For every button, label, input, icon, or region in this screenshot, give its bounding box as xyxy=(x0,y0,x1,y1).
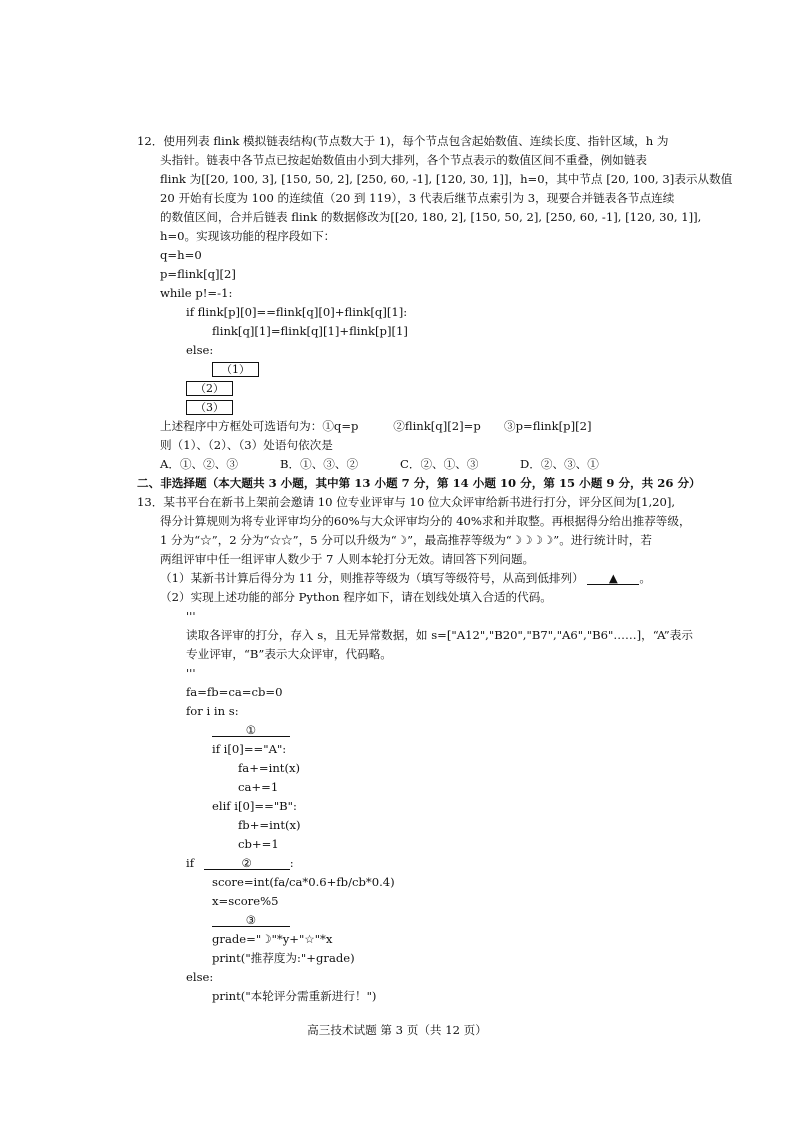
q12-box-3 xyxy=(186,400,233,415)
code-blank-1 xyxy=(212,723,290,737)
code-line: fa+=int(x) xyxy=(238,761,301,775)
q12-code-line: if flink[p][0]==flink[q][0]+flink[q][1]: xyxy=(186,305,408,319)
q12-choice-c: C．②、①、③ xyxy=(400,457,479,471)
q12-code-line: q=h=0 xyxy=(160,248,202,262)
code-if-line xyxy=(186,856,294,870)
answer-box-3: （3） xyxy=(186,400,233,415)
q13-text-line: 13．某书平台在新书上架前会邀请 10 位专业评审与 10 位大众评审给新书进行打分，评分区间为[1,20], xyxy=(137,495,676,509)
q12-choice-a: A．①、②、③ xyxy=(160,457,238,471)
code-line: grade="☽"*y+"☆"*x xyxy=(212,932,333,946)
q12-code-line: p=flink[q][2] xyxy=(160,267,236,281)
answer-box-1: （1） xyxy=(212,362,259,377)
code-line: print("推荐度为:"+grade) xyxy=(212,951,355,965)
code-blank-3 xyxy=(212,913,290,927)
q12-text-line: 的数值区间，合并后链表 flink 的数据修改为[[20, 180, 2], [150, 50, 2], [250, 60, -1], [120, 30, 1]], xyxy=(160,210,702,224)
q12-order-prompt: 则（1）、（2）、（3）处语句依次是 xyxy=(160,438,333,452)
q12-box-1 xyxy=(212,362,259,377)
q12-choice-d: D．②、③、① xyxy=(520,457,599,471)
code-line: cb+=1 xyxy=(238,837,279,851)
answer-blank-sub1: ▲ xyxy=(587,572,639,585)
code-line: fa=fb=ca=cb=0 xyxy=(186,685,283,699)
code-line: x=score%5 xyxy=(212,894,279,908)
q13-sub1 xyxy=(160,571,651,585)
answer-blank-2: ② xyxy=(204,857,290,870)
code-line: print("本轮评分需重新进行！") xyxy=(212,989,377,1003)
section-heading: 二、非选择题（本大题共 3 小题，其中第 13 小题 7 分，第 14 小题 10 分，第 15 小题 9 分，共 26 分） xyxy=(137,476,701,490)
q12-text-line: 12．使用列表 flink 模拟链表结构(节点数大于 1)，每个节点包含起始数值、连续长度、指针区域，h 为 xyxy=(137,134,669,148)
answer-box-2: （2） xyxy=(186,381,233,396)
answer-blank-1: ① xyxy=(212,724,290,737)
q12-code-line: flink[q][1]=flink[q][1]+flink[p][1] xyxy=(212,324,408,338)
q12-options: 上述程序中方框处可选语句为：①q=p ②flink[q][2]=p ③p=flink[p][2] xyxy=(160,419,592,433)
q12-choice-b: B．①、③、② xyxy=(280,457,359,471)
period: 。 xyxy=(639,571,651,585)
code-line: fb+=int(x) xyxy=(238,818,301,832)
q13-sub1-text: （1）某新书计算后得分为 11 分，则推荐等级为（填写等级符号，从高到低排列） xyxy=(160,571,584,585)
q12-text-line: 20 开始有长度为 100 的连续值（20 到 119），3 代表后继节点索引为 3，现要合并链表各节点连续 xyxy=(160,191,675,205)
q12-text-line: 头指针。链表中各节点已按起始数值由小到大排列，各个节点表示的数值区间不重叠，例如链表 xyxy=(160,153,647,167)
docstring-line: 专业评审，“B”表示大众评审，代码略。 xyxy=(186,647,392,661)
q13-text-line: 得分计算规则为将专业评审均分的60%与大众评审均分的 40%求和并取整。再根据得分给出推荐等级， xyxy=(160,514,691,528)
answer-blank-3: ③ xyxy=(212,914,290,927)
q13-sub2: （2）实现上述功能的部分 Python 程序如下，请在划线处填入合适的代码。 xyxy=(160,590,552,604)
code-line: elif i[0]=="B": xyxy=(212,799,297,813)
docstring-close: ''' xyxy=(186,666,196,680)
docstring-open: ''' xyxy=(186,609,196,623)
code-line: if i[0]=="A": xyxy=(212,742,287,756)
code-if-keyword: if xyxy=(186,856,194,870)
q12-text-line: h=0。实现该功能的程序段如下： xyxy=(160,229,336,243)
docstring-line: 读取各评审的打分，存入 s，且无异常数据，如 s=["A12","B20","B7","A6","B6"……]，“A”表示 xyxy=(186,628,693,642)
code-line: else: xyxy=(186,970,214,984)
q12-code-line: else: xyxy=(186,343,214,357)
q13-text-line: 两组评审中任一组评审人数少于 7 人则本轮打分无效。请回答下列问题。 xyxy=(160,552,535,566)
code-line: score=int(fa/ca*0.6+fb/cb*0.4) xyxy=(212,875,395,889)
q13-text-line: 1 分为“☆”，2 分为“☆☆”，5 分可以升级为“☽”，最高推荐等级为“☽☽☽☽”。进行统计时，若 xyxy=(160,533,652,547)
q12-box-2 xyxy=(186,381,233,396)
code-line: for i in s: xyxy=(186,704,239,718)
code-line: ca+=1 xyxy=(238,780,279,794)
page-footer: 高三技术试题 第 3 页（共 12 页） xyxy=(307,1023,487,1037)
code-colon: : xyxy=(289,856,294,870)
q12-code-line: while p!=-1: xyxy=(160,286,233,300)
q12-text-line: flink 为[[20, 100, 3], [150, 50, 2], [250, 60, -1], [120, 30, 1]]，h=0，其中节点 [20, 100, 3]表示从数值 xyxy=(160,172,733,186)
